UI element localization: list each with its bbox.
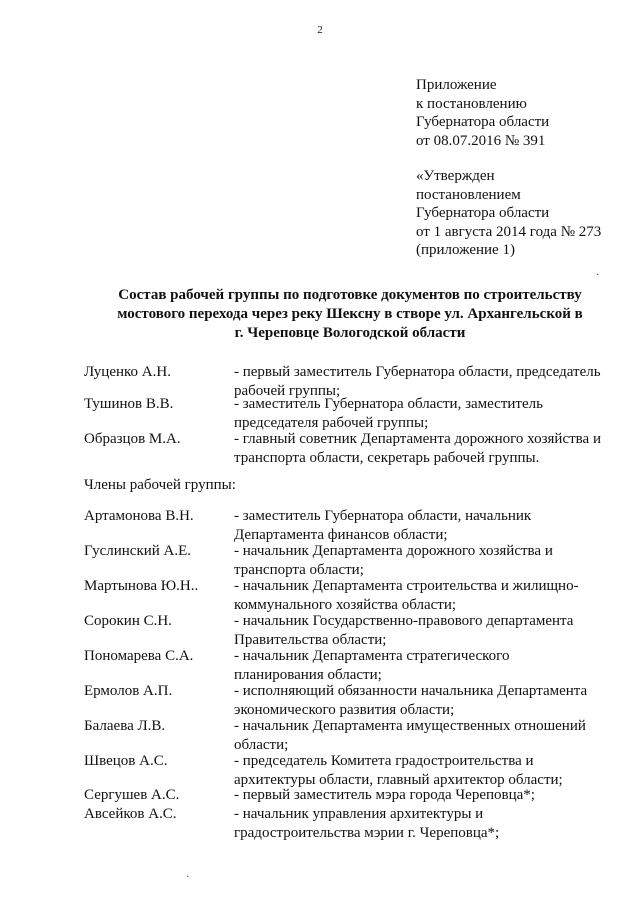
role-line: рабочей группы; bbox=[234, 382, 341, 399]
person-name: Сорокин С.Н. bbox=[84, 613, 172, 629]
title-line: мостового перехода через реку Шексну в створе ул. Архангельской в bbox=[117, 306, 583, 322]
role-line: - главный советник Департамента дорожного хозяйства и bbox=[234, 431, 601, 447]
person-name: Артамонова В.Н. bbox=[84, 508, 194, 524]
person-role bbox=[234, 717, 624, 754]
approved-line: постановлением bbox=[416, 186, 521, 203]
role-line: экономического развития области; bbox=[234, 701, 455, 718]
person-role bbox=[234, 542, 624, 579]
role-line: председателя рабочей группы; bbox=[234, 414, 429, 431]
role-line: - председатель Комитета градостроительства и bbox=[234, 753, 534, 769]
role-line: транспорта области; bbox=[234, 561, 364, 578]
role-line: градостроительства мэрии г. Череповца*; bbox=[234, 824, 500, 841]
role-line: - заместитель Губернатора области, заместитель bbox=[234, 396, 543, 412]
person-role bbox=[234, 577, 624, 614]
title-line: Состав рабочей группы по подготовке документов по строительству bbox=[118, 287, 582, 303]
person-role bbox=[234, 805, 624, 842]
appendix-line: к постановлению bbox=[416, 95, 527, 112]
members-heading: Члены рабочей группы: bbox=[84, 477, 236, 493]
page-number: 2 bbox=[317, 24, 323, 36]
role-line: - начальник Департамента имущественных отношений bbox=[234, 718, 586, 734]
person-name: Сергушев А.С. bbox=[84, 787, 180, 803]
role-line: Правительства области; bbox=[234, 631, 387, 648]
person-role bbox=[234, 752, 624, 789]
person-role bbox=[234, 647, 624, 684]
person-name: Гуслинский А.Е. bbox=[84, 543, 192, 559]
appendix-block bbox=[416, 76, 549, 150]
role-line: - начальник Департамента строительства и жилищно- bbox=[234, 578, 579, 594]
person-role bbox=[234, 612, 624, 649]
role-line: - заместитель Губернатора области, начальник bbox=[234, 508, 532, 524]
role-line: - начальник Государственно-правового департамента bbox=[234, 613, 574, 629]
approved-line: «Утвержден bbox=[416, 168, 495, 184]
person-name: Ермолов А.П. bbox=[84, 683, 173, 699]
approved-line: (приложение 1) bbox=[416, 242, 515, 258]
role-line: коммунального хозяйства области; bbox=[234, 596, 457, 613]
person-name: Швецов А.С. bbox=[84, 753, 168, 769]
appendix-line: Губернатора области bbox=[416, 114, 550, 130]
approved-line: от 1 августа 2014 года № 273 bbox=[416, 223, 602, 240]
person-role bbox=[234, 395, 624, 432]
role-line: Департамента финансов области; bbox=[234, 526, 448, 543]
person-role bbox=[234, 682, 624, 719]
person-name: Авсейков А.С. bbox=[84, 806, 177, 822]
person-name: Балаева Л.В. bbox=[84, 718, 166, 734]
role-line: - начальник Департамента стратегического bbox=[234, 648, 510, 664]
scan-speck: · bbox=[186, 872, 190, 883]
role-line: области; bbox=[234, 736, 289, 753]
person-name: Мартынова Ю.Н.. bbox=[84, 578, 199, 594]
person-name: Образцов М.А. bbox=[84, 431, 181, 447]
approved-line: Губернатора области bbox=[416, 205, 550, 221]
title-line: г. Череповце Вологодской области bbox=[234, 325, 466, 341]
person-role bbox=[234, 430, 624, 467]
role-line: архитектуры области, главный архитектор области; bbox=[234, 771, 563, 788]
person-name: Луценко А.Н. bbox=[84, 364, 171, 380]
approved-block bbox=[416, 167, 601, 260]
role-line: - начальник управления архитектуры и bbox=[234, 806, 484, 822]
role-line: - первый заместитель Губернатора области, председатель bbox=[234, 364, 601, 380]
role-line: транспорта области, секретарь рабочей группы. bbox=[234, 449, 540, 466]
role-line: - начальник Департамента дорожного хозяйства и bbox=[234, 543, 553, 559]
scan-speck: · bbox=[596, 270, 600, 281]
person-name: Тушинов В.В. bbox=[84, 396, 174, 412]
role-line: планирования области; bbox=[234, 666, 382, 683]
appendix-line: от 08.07.2016 № 391 bbox=[416, 132, 546, 149]
person-name: Пономарева С.А. bbox=[84, 648, 194, 664]
appendix-line: Приложение bbox=[416, 77, 497, 93]
person-role bbox=[234, 507, 624, 544]
document-title bbox=[100, 286, 600, 343]
role-line: - исполняющий обязанности начальника Департамента bbox=[234, 683, 588, 699]
person-role bbox=[234, 786, 624, 805]
role-line: - первый заместитель мэра города Череповца*; bbox=[234, 787, 535, 803]
